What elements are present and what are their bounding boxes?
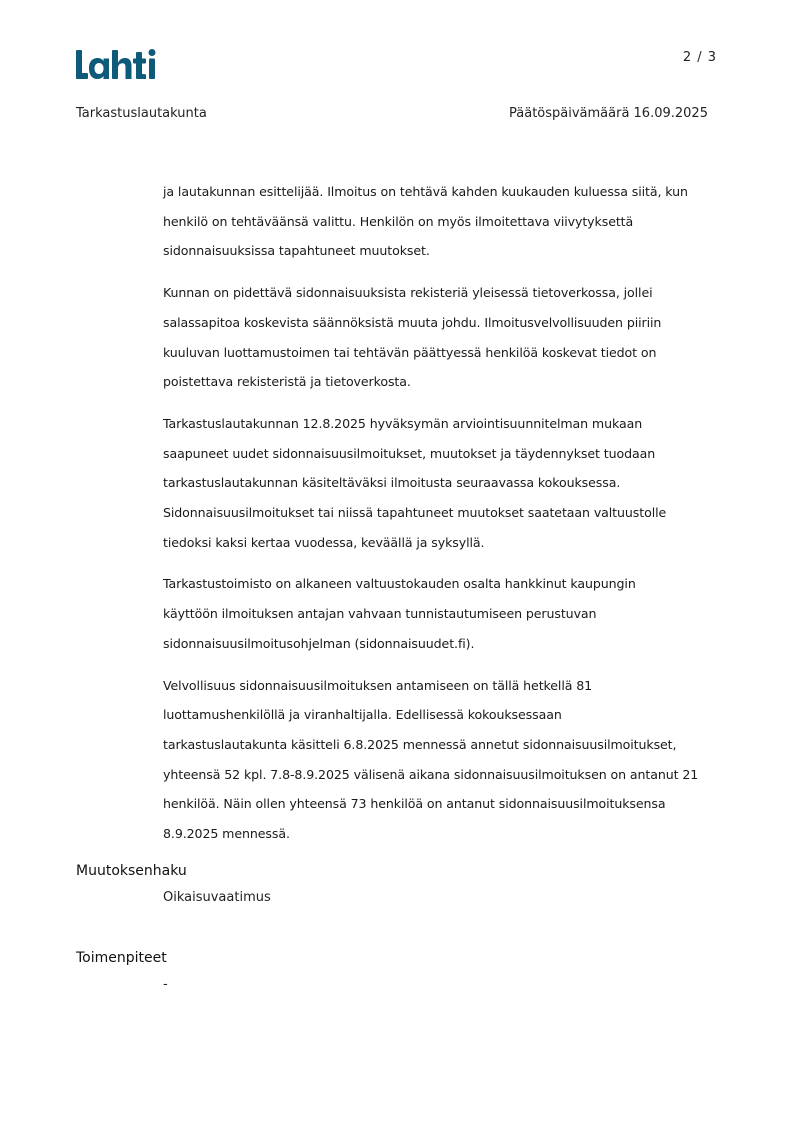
text-line: poistettava rekisteristä ja tietoverkosta. — [163, 374, 411, 390]
appeal-heading: Muutoksenhaku — [76, 863, 187, 879]
text-line: salassapitoa koskevista säännöksistä muuta johdu. Ilmoitusvelvollisuuden piiriin — [163, 314, 662, 330]
paragraph — [163, 177, 723, 266]
actions-value: - — [163, 977, 168, 992]
text-line: henkilöä. Näin ollen yhteensä 73 henkilöä on antanut sidonnaisuusilmoituksensa — [163, 796, 666, 812]
text-line: luottamushenkilöllä ja viranhaltijalla. Edellisessä kokouksessaan — [163, 707, 562, 723]
paragraph — [163, 671, 723, 849]
text-line: tiedoksi kaksi kertaa vuodessa, keväällä ja syksyllä. — [163, 534, 485, 550]
organization-name: Tarkastuslautakunta — [76, 106, 207, 121]
text-line: sidonnaisuuksissa tapahtuneet muutokset. — [163, 243, 430, 259]
body-text — [163, 177, 723, 861]
decision-date: Päätöspäivämäärä 16.09.2025 — [509, 106, 708, 121]
actions-heading: Toimenpiteet — [76, 950, 167, 966]
text-line: 8.9.2025 mennessä. — [163, 826, 290, 842]
text-line: Velvollisuus sidonnaisuusilmoituksen antamiseen on tällä hetkellä 81 — [163, 677, 593, 693]
paragraph — [163, 569, 723, 658]
paragraph — [163, 409, 723, 558]
text-line: yhteensä 52 kpl. 7.8-8.9.2025 välisenä aikana sidonnaisuusilmoituksen on antanut 21 — [163, 766, 699, 782]
text-line: Tarkastustoimisto on alkaneen valtuustokauden osalta hankkinut kaupungin — [163, 576, 636, 592]
text-line: sidonnaisuusilmoitusohjelman (sidonnaisuudet.fi). — [163, 635, 475, 651]
text-line: kuuluvan luottamustoimen tai tehtävän päättyessä henkilöä koskevat tiedot on — [163, 344, 657, 360]
text-line: saapuneet uudet sidonnaisuusilmoitukset, muutokset ja täydennykset tuodaan — [163, 445, 656, 461]
text-line: käyttöön ilmoituksen antajan vahvaan tunnistautumiseen perustuvan — [163, 606, 597, 622]
text-line: ja lautakunnan esittelijää. Ilmoitus on tehtävä kahden kuukauden kuluessa siitä, kun — [163, 184, 688, 199]
text-line: henkilö on tehtäväänsä valittu. Henkilön on myös ilmoitettava viivytyksettä — [163, 213, 634, 229]
text-line: tarkastuslautakunta käsitteli 6.8.2025 mennessä annetut sidonnaisuusilmoitukset, — [163, 736, 677, 752]
paragraph — [163, 278, 723, 397]
text-line: Tarkastuslautakunnan 12.8.2025 hyväksymän arviointisuunnitelman mukaan — [163, 415, 643, 431]
page-number: 2 / 3 — [682, 50, 717, 65]
text-line: Sidonnaisuusilmoitukset tai niissä tapahtuneet muutokset saatetaan valtuustolle — [163, 505, 667, 521]
lahti-logo-mark — [76, 48, 168, 82]
text-line: Kunnan on pidettävä sidonnaisuuksista rekisteriä yleisessä tietoverkossa, jollei — [163, 285, 653, 301]
appeal-value: Oikaisuvaatimus — [163, 890, 271, 905]
lahti-logo — [76, 48, 168, 82]
text-line: tarkastuslautakunnan käsiteltäväksi ilmoitusta seuraavassa kokouksessa. — [163, 475, 621, 491]
